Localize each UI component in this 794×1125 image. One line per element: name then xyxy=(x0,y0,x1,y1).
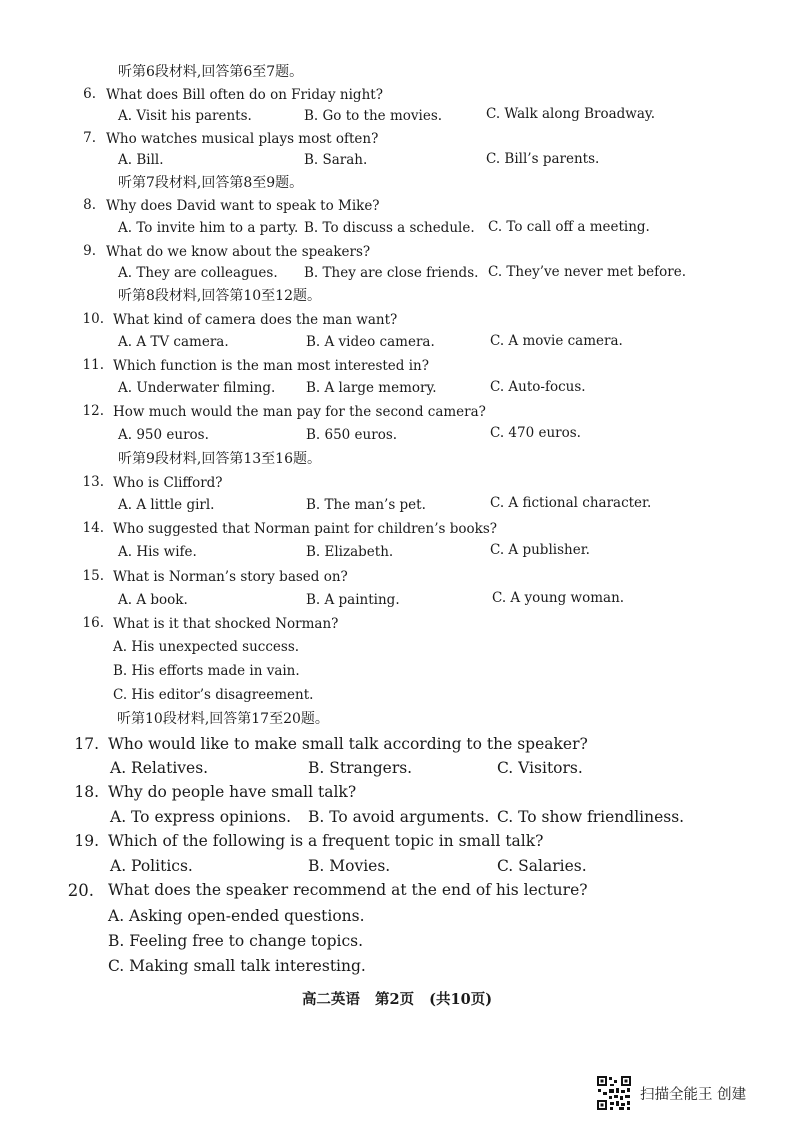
option-b: B. A video camera. xyxy=(306,334,435,350)
section-heading: 听第8段材料,回答第10至12题。 xyxy=(118,288,321,304)
option-a: A. Relatives. xyxy=(110,759,209,777)
option-a: A. His unexpected success. xyxy=(113,639,300,655)
question-number: 11. xyxy=(82,357,104,373)
option-b: B. The man’s pet. xyxy=(306,497,426,513)
question-text: What kind of camera does the man want? xyxy=(113,312,398,328)
option-c: C. A young woman. xyxy=(492,590,625,606)
option-c: C. Making small talk interesting. xyxy=(108,957,366,975)
section-heading: 听第10段材料,回答第17至20题。 xyxy=(117,711,329,727)
option-a: A. Asking open-ended questions. xyxy=(108,907,365,925)
option-a: A. They are colleagues. xyxy=(118,265,278,281)
option-b: B. To discuss a schedule. xyxy=(304,220,475,236)
question-text: Who would like to make small talk according to the speaker? xyxy=(108,735,588,753)
page-footer xyxy=(0,988,794,1009)
question-number: 12. xyxy=(82,403,104,419)
option-b: B. To avoid arguments. xyxy=(308,808,490,826)
option-a: A. Politics. xyxy=(110,857,193,875)
option-a: A. A TV camera. xyxy=(118,334,229,350)
option-a: A. To invite him to a party. xyxy=(118,220,299,236)
question-text: What is Norman’s story based on? xyxy=(113,569,348,585)
question-text: Why does David want to speak to Mike? xyxy=(106,198,380,214)
question-number: 13. xyxy=(82,474,104,490)
question-text: How much would the man pay for the second camera? xyxy=(113,404,486,420)
option-c: C. A movie camera. xyxy=(490,333,623,349)
option-c: C. Salaries. xyxy=(497,857,587,875)
option-b: B. A painting. xyxy=(306,592,400,608)
section-heading: 听第7段材料,回答第8至9题。 xyxy=(118,175,304,191)
option-c: C. Bill’s parents. xyxy=(486,151,600,167)
option-b: B. They are close friends. xyxy=(304,265,479,281)
question-text: What is it that shocked Norman? xyxy=(113,616,339,632)
option-a: A. To express opinions. xyxy=(110,808,292,826)
option-a: A. A book. xyxy=(118,592,188,608)
question-text: What does Bill often do on Friday night? xyxy=(106,87,383,103)
question-number: 8. xyxy=(83,197,96,213)
option-a: A. Visit his parents. xyxy=(118,108,252,124)
option-b: B. A large memory. xyxy=(306,380,437,396)
question-text: Who is Clifford? xyxy=(113,475,223,491)
question-text: What do we know about the speakers? xyxy=(106,244,371,260)
question-number: 9. xyxy=(83,243,96,259)
option-c: C. To call off a meeting. xyxy=(488,219,650,235)
section-heading: 听第9段材料,回答第13至16题。 xyxy=(118,451,321,467)
question-text: Which of the following is a frequent topic in small talk? xyxy=(108,832,544,850)
option-c: C. Walk along Broadway. xyxy=(486,106,656,122)
option-a: A. Bill. xyxy=(118,152,164,168)
option-c: C. A fictional character. xyxy=(490,495,652,511)
option-b: B. Sarah. xyxy=(304,152,368,168)
question-number: 6. xyxy=(83,86,96,102)
qr-code-icon xyxy=(596,1075,632,1111)
option-b: B. Movies. xyxy=(308,857,391,875)
question-text: What does the speaker recommend at the end of his lecture? xyxy=(108,881,588,899)
option-c: C. To show friendliness. xyxy=(497,808,685,826)
option-b: B. 650 euros. xyxy=(306,427,398,443)
question-number: 16. xyxy=(82,615,104,631)
option-c: C. Visitors. xyxy=(497,759,583,777)
question-text: Who watches musical plays most often? xyxy=(106,131,379,147)
question-number: 20. xyxy=(67,881,94,900)
option-c: C. They’ve never met before. xyxy=(488,264,686,280)
scanner-watermark xyxy=(596,1075,746,1111)
section-heading: 听第6段材料,回答第6至7题。 xyxy=(118,64,304,80)
option-b: B. Go to the movies. xyxy=(304,108,443,124)
question-number: 15. xyxy=(82,568,104,584)
question-text: Why do people have small talk? xyxy=(108,783,357,801)
option-a: A. A little girl. xyxy=(118,497,215,513)
option-b: B. His efforts made in vain. xyxy=(113,663,300,679)
option-a: A. His wife. xyxy=(118,544,197,560)
option-c: C. A publisher. xyxy=(490,542,590,558)
footer-page: 第2页 xyxy=(375,991,415,1008)
option-b: B. Strangers. xyxy=(308,759,413,777)
footer-subject: 高二英语 xyxy=(301,991,360,1008)
watermark-text: 扫描全能王 创建 xyxy=(640,1086,747,1103)
option-a: A. Underwater filming. xyxy=(118,380,276,396)
option-c: C. Auto-focus. xyxy=(490,379,586,395)
question-number: 18. xyxy=(74,783,99,801)
footer-total: (共10页) xyxy=(429,991,493,1008)
option-b: B. Elizabeth. xyxy=(306,544,394,560)
question-number: 10. xyxy=(82,311,104,327)
question-number: 14. xyxy=(82,520,104,536)
option-c: C. His editor’s disagreement. xyxy=(113,687,314,703)
question-number: 7. xyxy=(83,130,96,146)
question-text: Which function is the man most interested in? xyxy=(113,358,429,374)
question-number: 19. xyxy=(74,832,99,850)
question-number: 17. xyxy=(74,735,99,753)
option-b: B. Feeling free to change topics. xyxy=(108,932,364,950)
question-text: Who suggested that Norman paint for children’s books? xyxy=(113,521,497,537)
option-a: A. 950 euros. xyxy=(118,427,209,443)
option-c: C. 470 euros. xyxy=(490,425,581,441)
